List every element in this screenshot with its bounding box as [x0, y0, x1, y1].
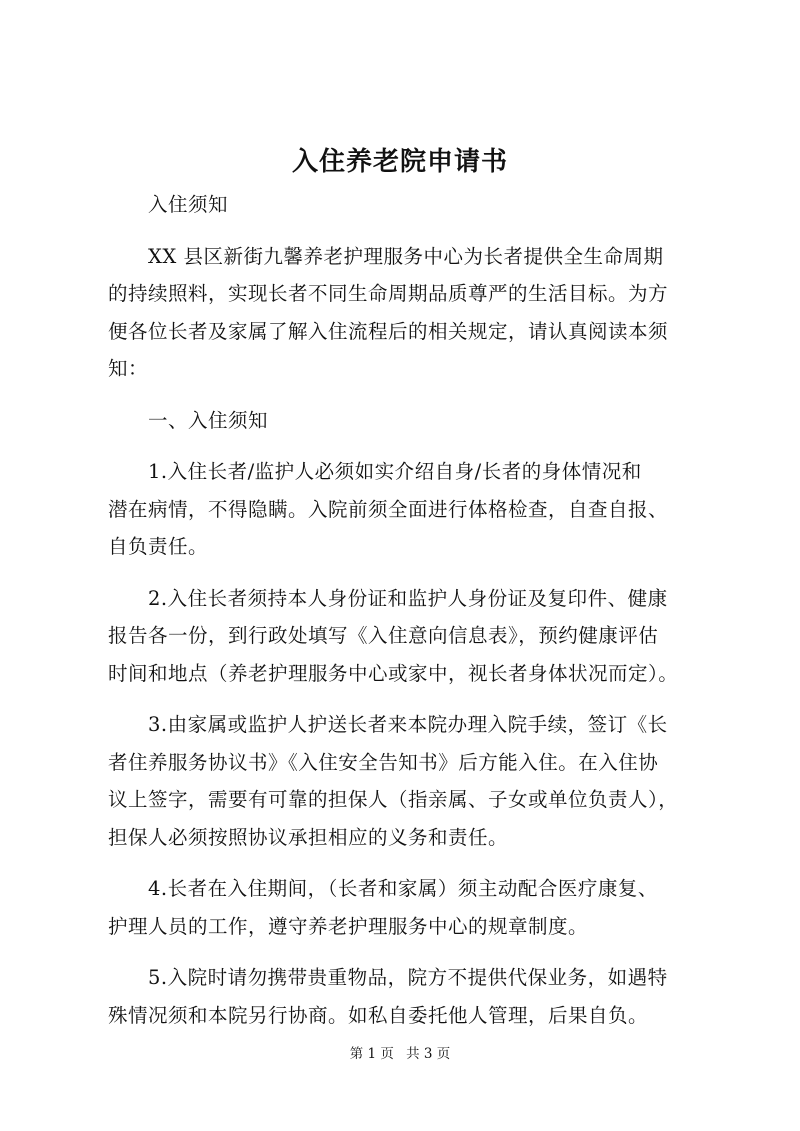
paragraph-line: 知： — [108, 357, 149, 380]
paragraph-line: 的持续照料，实现长者不同生命周期品质尊严的生活目标。为方 — [108, 282, 669, 305]
paragraph-line: 时间和地点（养老护理服务中心或家中，视长者身体状况而定）。 — [108, 661, 679, 685]
list-item-1 — [108, 453, 720, 566]
paragraph-line: 潜在病情，不得隐瞒。入院前须全面进行体格检查，自查自报、 — [108, 497, 669, 521]
paragraph-line: XX 县区新街九馨养老护理服务中心为长者提供全生命周期 — [148, 244, 664, 268]
list-item-2 — [108, 580, 720, 693]
paragraph-line: 报告各一份，到行政处填写《入住意向信息表》，预约健康评估 — [108, 624, 659, 647]
paragraph-line: 自负责任。 — [108, 535, 209, 558]
intro-paragraph — [108, 238, 720, 388]
list-item-4 — [108, 870, 720, 945]
paragraph-line: 1.入住长者/监护人必须如实介绍自身/长者的身体情况和 — [148, 460, 642, 483]
notice-heading: 入住须知 — [148, 193, 229, 216]
page-number-current: 第 1 页 — [349, 1046, 394, 1062]
paragraph-line: 便各位长者及家属了解入住流程后的相关规定，请认真阅读本须 — [108, 319, 669, 343]
paragraph-line: 殊情况须和本院另行协商。如私自委托他人管理，后果自负。 — [108, 1003, 649, 1027]
document-title: 入住养老院申请书 — [291, 147, 508, 177]
paragraph-line: 5.入院时请勿携带贵重物品，院方不提供代保业务，如遇特 — [148, 966, 668, 989]
paragraph-line: 担保人必须按照协议承担相应的义务和责任。 — [108, 825, 509, 849]
paragraph-line: 护理人员的工作，遵守养老护理服务中心的规章制度。 — [108, 914, 589, 938]
page-number-total: 共 3 页 — [406, 1046, 451, 1062]
list-item-3 — [108, 706, 720, 856]
list-item-5 — [108, 959, 720, 1034]
paragraph-line: 4.长者在入住期间，（长者和家属）须主动配合医疗康复、 — [148, 877, 658, 900]
section-heading: 一、入住须知 — [148, 408, 269, 432]
paragraph-line: 议上签字，需要有可靠的担保人（指亲属、子女或单位负责人）， — [108, 788, 679, 811]
paragraph-line: 3.由家属或监护人护送长者来本院办理入院手续，签订《长 — [148, 713, 668, 736]
paragraph-line: 2.入住长者须持本人身份证和监护人身份证及复印件、健康 — [148, 586, 668, 610]
paragraph-line: 者住养服务协议书》《入住安全告知书》后方能入住。在入住协 — [108, 750, 659, 774]
document-body — [108, 186, 720, 1034]
page-footer — [0, 1044, 800, 1064]
